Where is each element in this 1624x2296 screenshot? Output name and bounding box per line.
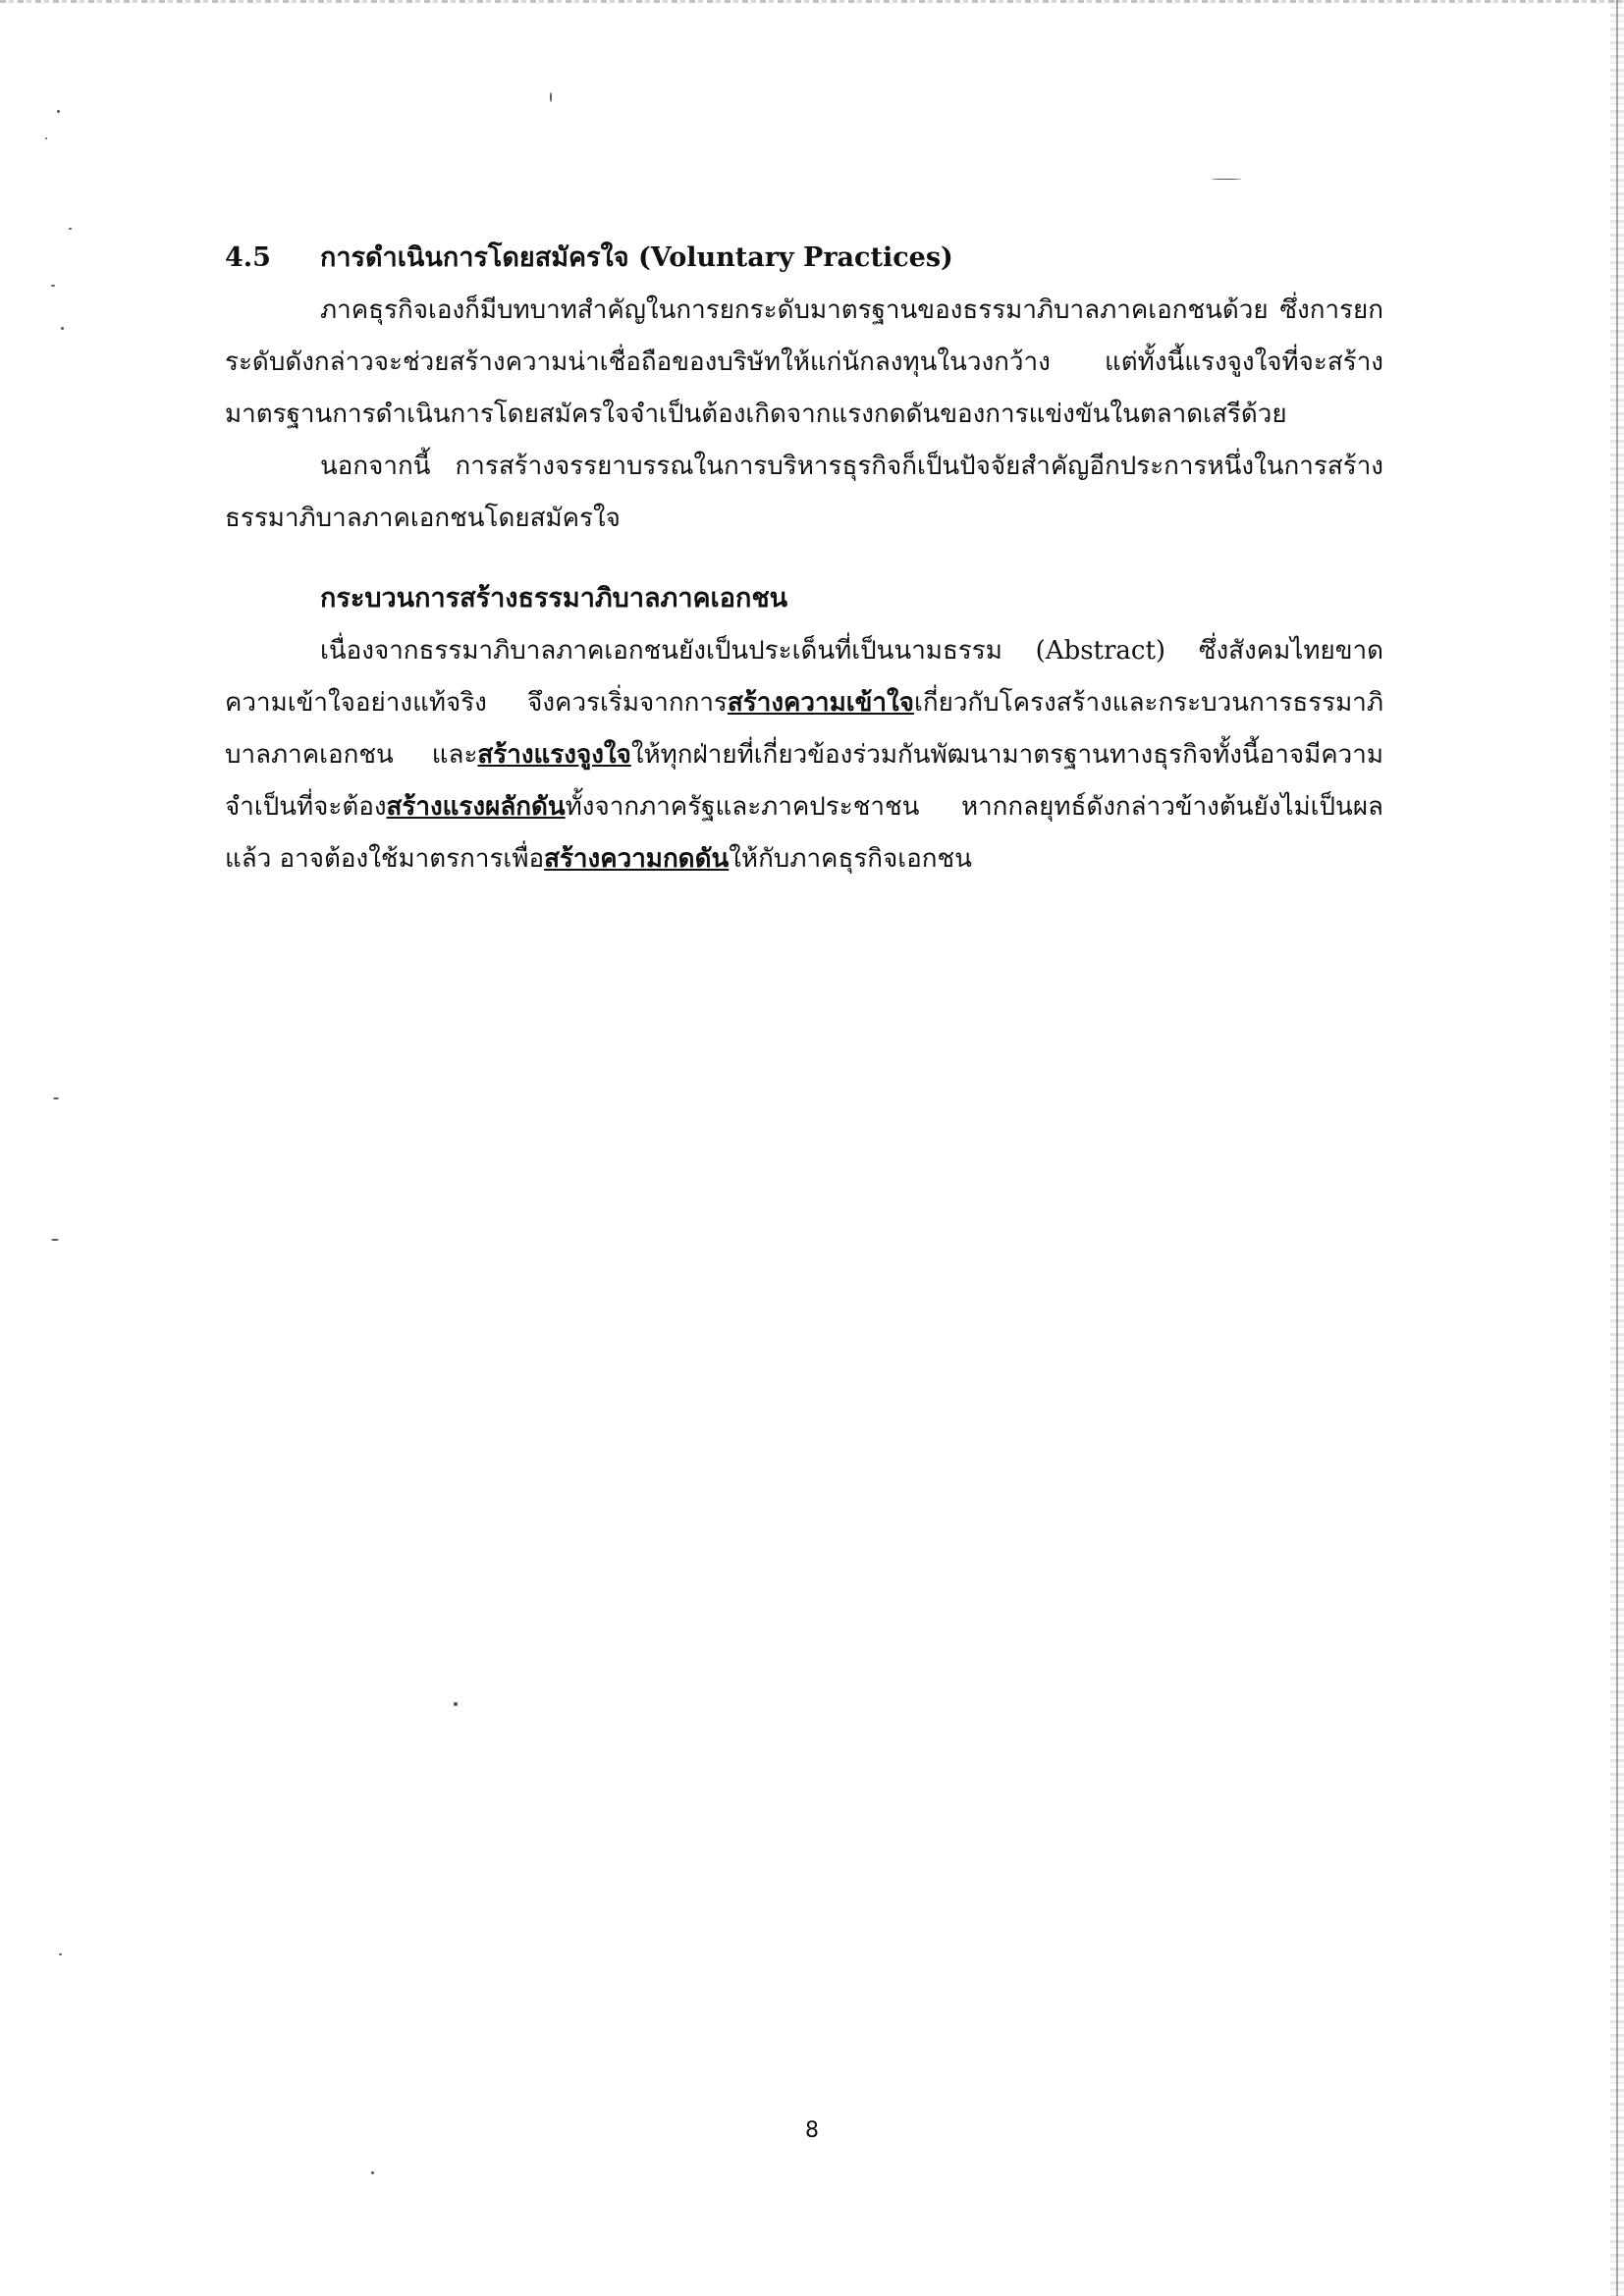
scan-right-line — [1616, 0, 1618, 2296]
scan-speck — [45, 137, 47, 139]
scan-speck — [550, 92, 552, 102]
section-title: การดำเนินการโดยสมัครใจ (Voluntary Practices) — [320, 242, 953, 273]
paragraph-text: เนื่องจากธรรมาภิบาลภาคเอกชนยังเป็นประเด็นที่เป็นนามธรรม (Abstract) ซึ่งสังคมไทยขาดความเข้าใจอย่างแท้จริง จึงควรเริ่มจากการ — [225, 636, 1383, 718]
scan-speck — [59, 1953, 62, 1955]
paragraph-1: ภาคธุรกิจเองก็มีบทบาทสำคัญในการยกระดับมาตรฐานของธรรมาภิบาลภาคเอกชนด้วย ซึ่งการยกระดับดังกล่าวจะช่วยสร้างความน่าเชื่อถือของบริษัทให้แก่นักลงทุนในวงกว้าง แต่ทั้งนี้แรงจูงใจที่จะสร้างมาตรฐานการดำเนินการโดยสมัครใจจำเป็นต้องเกิดจากแรงกดดันของการแข่งขันในตลาดเสรีด้วย — [225, 295, 1383, 429]
scan-speck — [51, 285, 55, 287]
scan-speck — [53, 1097, 59, 1099]
emphasis-create-driving-force: สร้างแรงผลักดัน — [386, 792, 566, 822]
section-number: 4.5 — [225, 242, 271, 273]
document-body — [225, 232, 1383, 885]
section-heading — [225, 232, 1383, 285]
scan-speck — [454, 1702, 458, 1706]
emphasis-create-understanding: สร้างความเข้าใจ — [727, 688, 914, 718]
paragraph-text: ให้กับภาคธุรกิจเอกชน — [729, 844, 972, 874]
paragraph-text: ทั้งจากภาครัฐและภาคประชาชน หากกลยุทธ์ดังกล่าวข้างต้นยังไม่เป็นผลแล้ว อาจต้องใช้มาตรการเพื่อ — [225, 792, 1383, 874]
paragraph-text: ให้ทุกฝ่ายที่เกี่ยวข้องร่วมกันพัฒนามาตรฐานทางธุรกิจทั้งนี้อาจมีความจำเป็นที่จะต้อง — [225, 740, 1383, 822]
paragraph-3 — [225, 625, 1383, 885]
scan-speck — [1212, 179, 1241, 180]
subsection-heading: กระบวนการสร้างธรรมาภิบาลภาคเอกชน — [320, 583, 788, 614]
paragraph-text: เกี่ยวกับโครงสร้างและกระบวนการธรรมาภิบาลภาคเอกชน และ — [225, 688, 1383, 770]
emphasis-create-pressure: สร้างความกดดัน — [544, 844, 730, 874]
scan-speck — [69, 228, 72, 230]
paragraph-2: นอกจากนี้ การสร้างจรรยาบรรณในการบริหารธุรกิจก็เป็นปัจจัยสำคัญอีกประการหนึ่งในการสร้างธรรมาภิบาลภาคเอกชนโดยสมัครใจ — [225, 452, 1383, 533]
scan-top-edge — [0, 0, 1624, 3]
page-number: 8 — [805, 2118, 819, 2143]
scan-speck — [51, 1239, 59, 1241]
scan-speck — [371, 2171, 374, 2174]
scan-speck — [57, 110, 60, 113]
scan-speck — [61, 327, 64, 330]
emphasis-create-motivation: สร้างแรงจูงใจ — [477, 740, 631, 770]
